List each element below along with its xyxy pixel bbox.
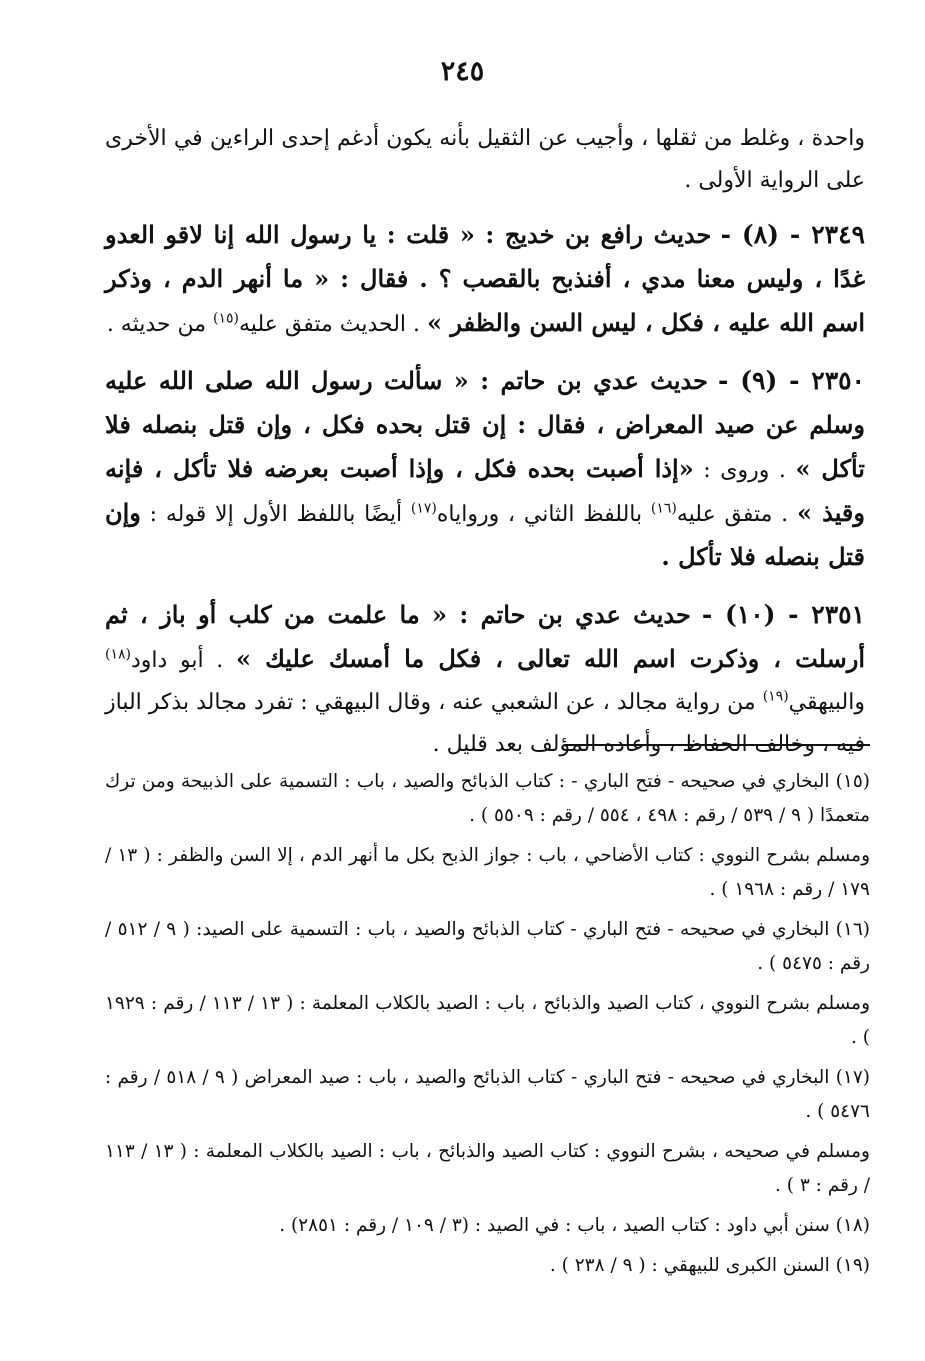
hadith-2350 [105, 360, 865, 580]
footnote-ref: (١٥) [213, 310, 240, 327]
hadith-text: وإن قتل بنصله فلا تأكل . [105, 498, 865, 571]
commentary-text: من حديثه . [106, 312, 207, 337]
footnote-19: (١٩) السنن الكبرى للبيهقي : ( ٩ / ٢٣٨ ) . [549, 1255, 870, 1276]
footnote-16-continued: ومسلم بشرح النووي ، كتاب الصيد والذبائح ، باب : الصيد بالكلاب المعلمة : ( ١٣ / ١١٣ / رقم : ١٩٢٩ ) . [105, 993, 870, 1048]
intro-paragraph: واحدة ، وغلط من ثقلها ، وأجيب عن الثقيل بأنه يكون أدغم إحدى الراءين في الأخرى على الرواية الأولى . [105, 126, 865, 193]
footnote-ref: (١٦) [650, 500, 677, 517]
footnote-15-continued: ومسلم بشرح النووي : كتاب الأضاحي ، باب : جواز الذبح بكل ما أنهر الدم ، إلا السن والظفر : ( ١٣ / ١٧٩ / رقم : ١٩٦٨ ) . [105, 845, 870, 900]
footnote-ref: (١٨) [105, 646, 131, 663]
footnote-ref: (١٧) [410, 500, 437, 517]
commentary-text: من رواية مجالد ، عن الشعبي عنه ، وقال البيهقي : تفرد مجالد بذكر الباز فيه ، وخالف الحفاظ ، وأعاده المؤلف بعد قليل . [105, 690, 865, 757]
footnotes [105, 765, 870, 1289]
footnote-15: (١٥) البخاري في صحيحه - فتح الباري - : كتاب الذبائح والصيد ، باب : التسمية على الذبيحة ومن ترك متعمدًا ( ٩ / ٥٣٩ / رقم : ٤٩٨ ، ٥٥٤ / رقم : ٥٥٠٩ ) . [105, 771, 870, 826]
hadith-text: حديث عدي بن حاتم : « سألت رسول الله صلى الله عليه وسلم عن صيد المعراض ، فقال : إن قتل بحده فكل ، وإن قتل بنصله فلا تأكل » [105, 366, 865, 483]
footnote-17: (١٧) البخاري في صحيحه - فتح الباري - كتاب الذبائح والصيد ، باب : صيد المعراض ( ٩ / ٥١٨ / رقم : ٥٤٧٦ ) . [105, 1067, 871, 1122]
hadith-text: حديث رافع بن خديج : « قلت : يا رسول الله إنا لاقو العدو غدًا ، وليس معنا مدي ، أفنذبح بالقصب ؟ . فقال : « ما أنهر الدم ، وذكر اسم الله عليه ، فكل ، ليس السن والظفر » [105, 220, 865, 337]
hadith-text: «إذا أصبت بحده فكل ، وإذا أصبت بعرضه فلا تأكل ، فإنه وقيذ » [105, 454, 865, 527]
hadith-number: ٢٣٥٠ - (٩) - [718, 366, 865, 395]
hadith-2351 [105, 594, 865, 766]
commentary-text: . أبو داود [130, 648, 224, 673]
hadith-number: ٢٣٤٩ - (٨) - [720, 220, 865, 249]
page-number: ٢٤٥ [440, 56, 485, 87]
main-text [105, 118, 865, 780]
footnote-divider [565, 744, 870, 746]
commentary-text: أيضًا باللفظ الأول إلا قوله : [149, 502, 403, 527]
commentary-text: . وروى : [703, 458, 786, 483]
hadith-2349 [105, 214, 865, 346]
commentary-text: . الحديث متفق عليه [239, 312, 421, 337]
footnote-18: (١٨) سنن أبي داود : كتاب الصيد ، باب : في الصيد : (٣ / ١٠٩ / رقم : ٢٨٥١) . [279, 1215, 870, 1236]
commentary-text: باللفظ الثاني ، ورواياه [436, 502, 643, 527]
hadith-text: حديث عدي بن حاتم : « ما علمت من كلب أو باز ، ثم أرسلت ، وذكرت اسم الله تعالى ، فكل ما أمسك عليك » [105, 600, 865, 673]
commentary-text: . متفق عليه [676, 502, 789, 527]
footnote-ref: (١٩) [762, 688, 789, 705]
footnote-16: (١٦) البخاري في صحيحه - فتح الباري - كتاب الذبائح والصيد ، باب : التسمية على الصيد: ( ٩ / ٥١٢ / رقم : ٥٤٧٥ ) . [105, 919, 870, 974]
footnote-17-continued: ومسلم في صحيحه ، بشرح النووي : كتاب الصيد والذبائح ، باب : الصيد بالكلاب المعلمة : ( ١٣ / ١١٣ / رقم : ٣ ) . [105, 1141, 870, 1196]
hadith-number: ٢٣٥١ - (١٠) - [701, 600, 865, 629]
commentary-text: والبيهقي [788, 690, 865, 715]
